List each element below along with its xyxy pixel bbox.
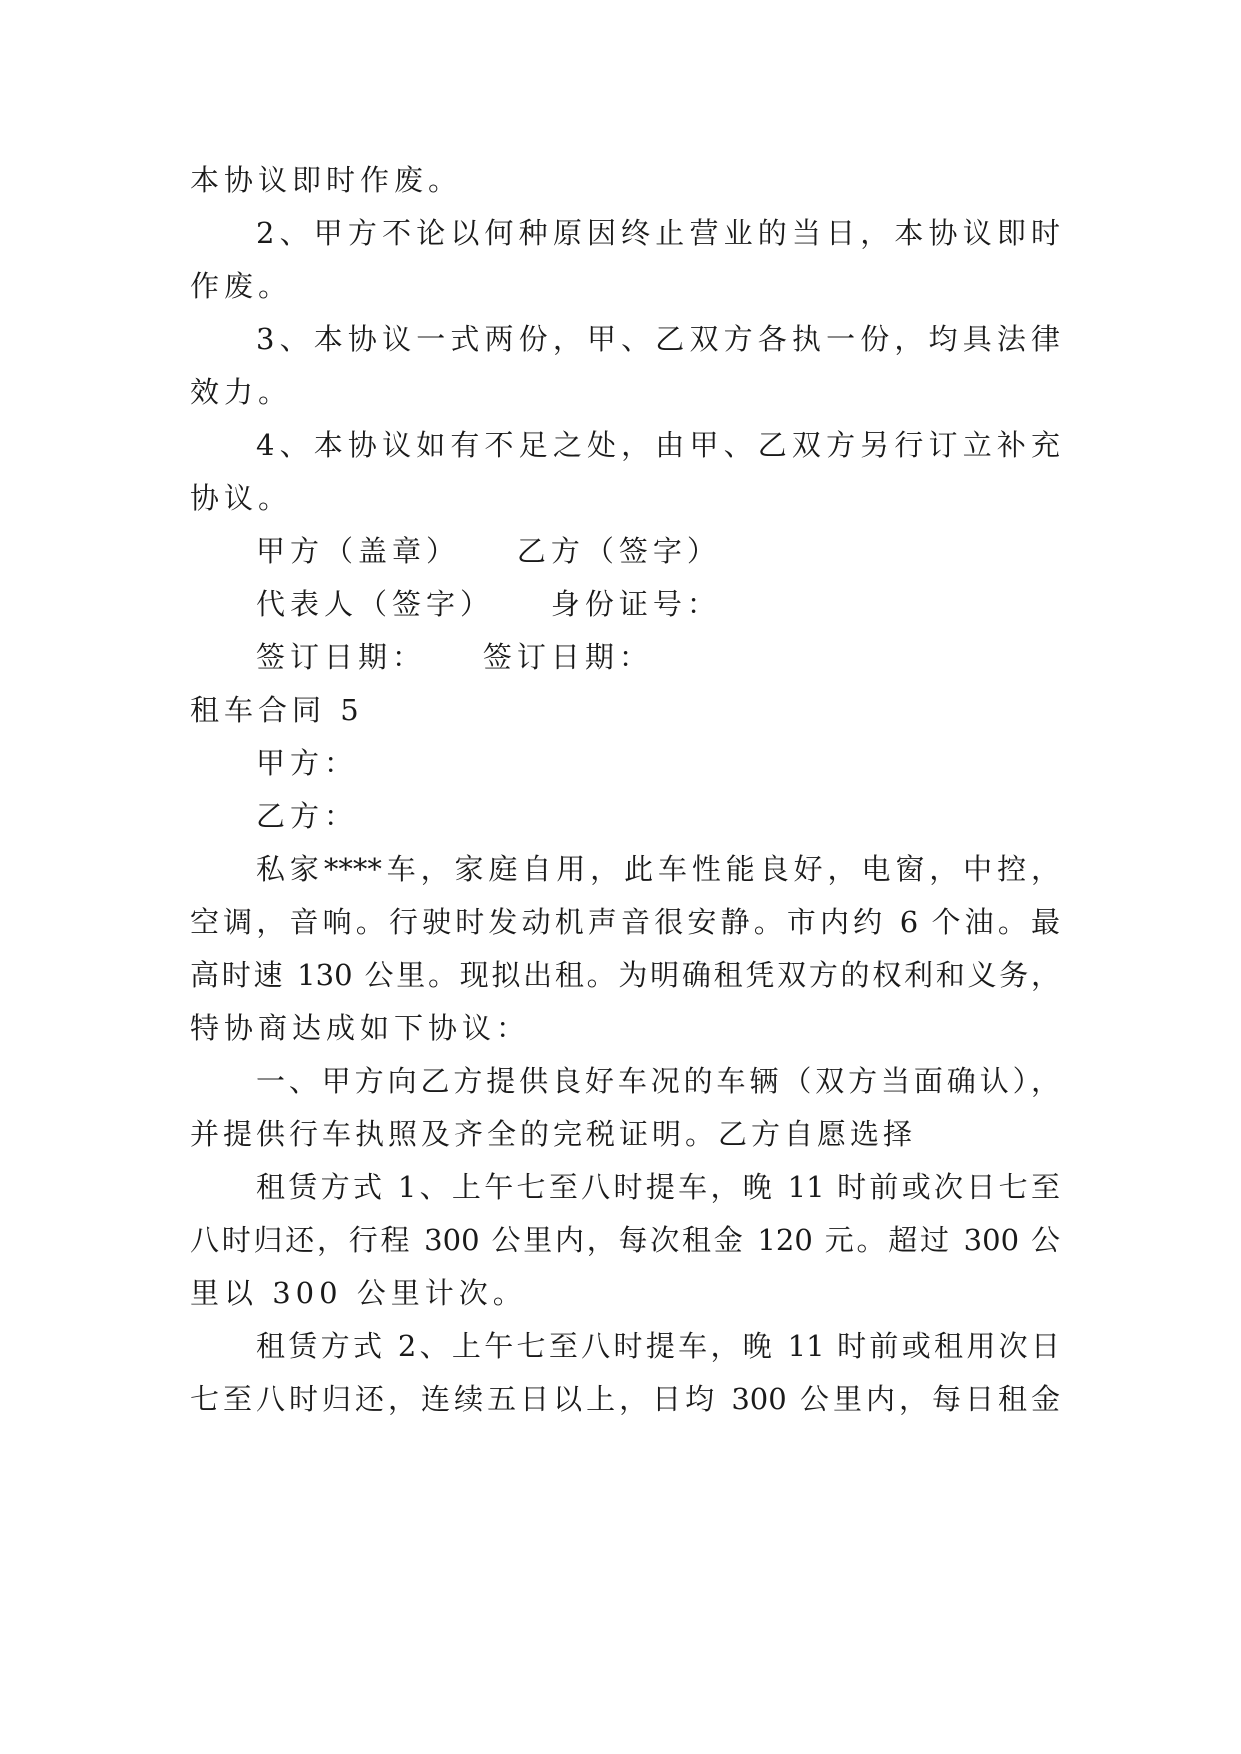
text-line: 并提供行车执照及齐全的完税证明。乙方自愿选择 [190, 1117, 917, 1151]
text-line: 空调，音响。行驶时发动机声音很安静。市内约 6 个油。最 [190, 905, 1060, 939]
text-line: 乙方： [256, 799, 359, 833]
text-line: 八时归还，行程 300 公里内，每次租金 120 元。超过 300 公 [190, 1223, 1060, 1257]
section-heading: 租车合同 5 [190, 693, 364, 727]
signature-line: 甲方（盖章） 乙方（签字） [256, 534, 721, 568]
text-line: 4、本协议如有不足之处，由甲、乙双方另行订立补充 [256, 428, 1060, 462]
text-line: 甲方： [256, 746, 359, 780]
text-line: 2、甲方不论以何种原因终止营业的当日，本协议即时 [256, 216, 1060, 250]
text-line: 特协商达成如下协议： [190, 1011, 531, 1045]
text-line: 高时速 130 公里。现拟出租。为明确租凭双方的权利和义务， [190, 958, 1060, 992]
text-line: 3、本协议一式两份，甲、乙双方各执一份，均具法律 [256, 322, 1060, 356]
text-line: 效力。 [190, 375, 293, 409]
text-line: 租赁方式 1、上午七至八时提车，晚 11 时前或次日七至 [256, 1170, 1060, 1204]
text-line: 协议。 [190, 481, 293, 515]
text-line: 私家****车，家庭自用，此车性能良好，电窗，中控， [256, 852, 1060, 886]
text-line: 作废。 [190, 269, 293, 303]
signature-line: 签订日期： 签订日期： [256, 640, 653, 674]
text-line: 一、甲方向乙方提供良好车况的车辆（双方当面确认）， [256, 1064, 1060, 1098]
text-line: 里以 300 公里计次。 [190, 1276, 527, 1310]
text-line: 租赁方式 2、上午七至八时提车，晚 11 时前或租用次日 [256, 1329, 1060, 1363]
text-line: 本协议即时作废。 [190, 163, 463, 197]
signature-line: 代表人（签字） 身份证号： [256, 587, 721, 621]
text-line: 七至八时归还，连续五日以上，日均 300 公里内，每日租金 [190, 1382, 1060, 1416]
